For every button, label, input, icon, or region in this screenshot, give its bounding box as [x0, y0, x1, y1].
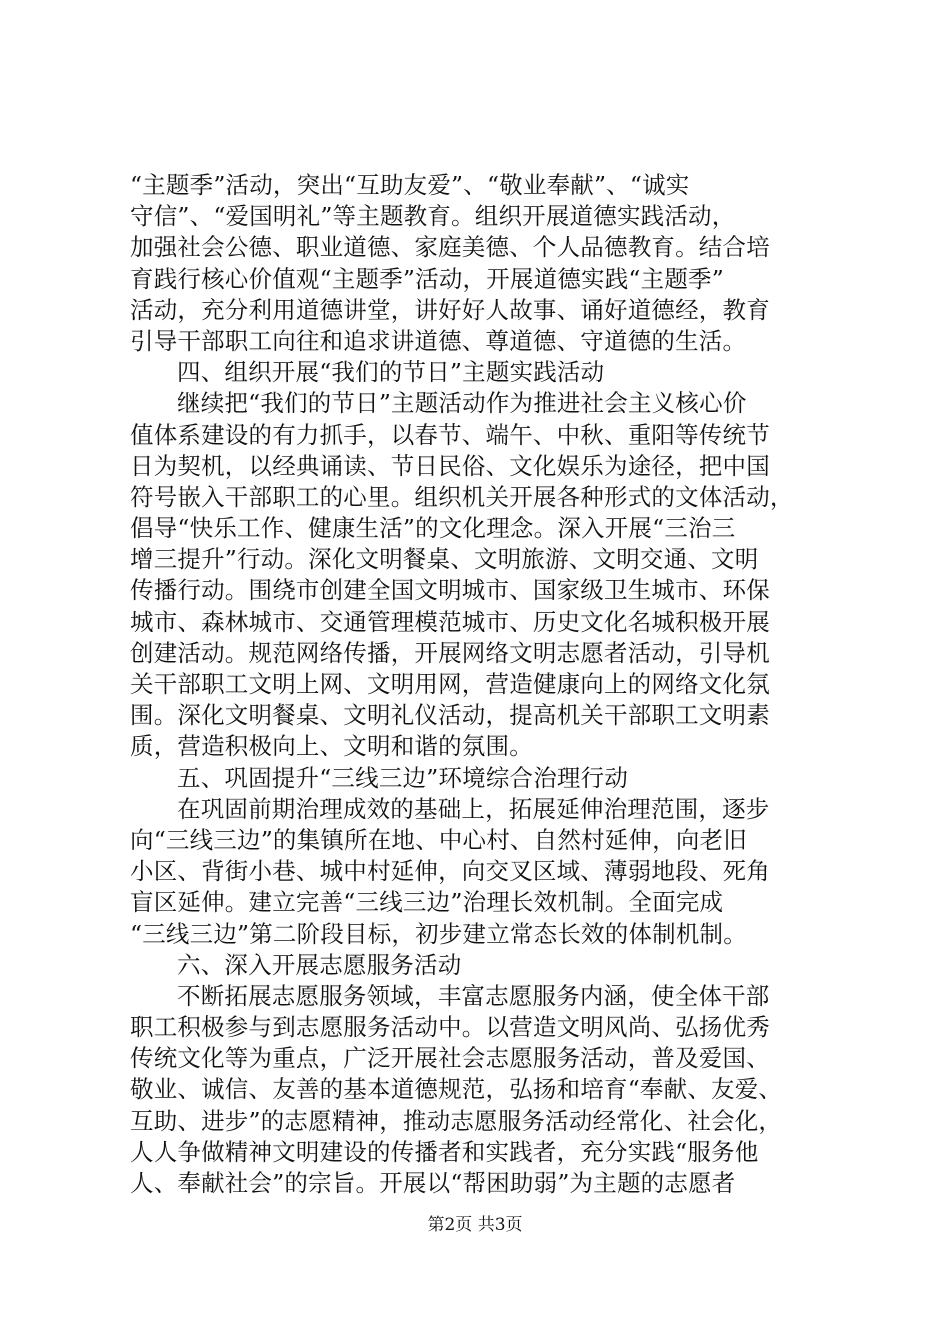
- text-line: 人人争做精神文明建设的传播者和实践者，充分实践“服务他: [130, 1137, 759, 1166]
- text-line: 创建活动。规范网络传播，开展网络文明志愿者活动，引导机: [130, 638, 770, 667]
- text-line: 守信”、“爱国明礼”等主题教育。组织开展道德实践活动，: [130, 202, 736, 231]
- text-line: 向“三线三边”的集镇所在地、中心村、自然村延伸，向老旧: [130, 825, 747, 854]
- text-line: 敬业、诚信、友善的基本道德规范，弘扬和培育“奉献、友爱、: [130, 1075, 783, 1104]
- text-line: 日为契机，以经典诵读、节日民俗、文化娱乐为途径，把中国: [130, 451, 770, 480]
- text-line: “三线三边”第二阶段目标，初步建立常态长效的体制机制。: [130, 919, 747, 948]
- text-line: 职工积极参与到志愿服务活动中。以营造文明风尚、弘扬优秀: [130, 1013, 770, 1042]
- text-line: 盲区延伸。建立完善“三线三边”治理长效机制。全面完成: [130, 888, 724, 917]
- text-line: 关干部职工文明上网、文明用网，营造健康向上的网络文化氛: [130, 670, 770, 698]
- text-line: 活动，充分利用道德讲堂，讲好好人故事、诵好道德经，教育: [130, 295, 770, 324]
- text-line: 互助、进步”的志愿精神，推动志愿服务活动经常化、社会化，: [130, 1106, 783, 1135]
- text-line: 传统文化等为重点，广泛开展社会志愿服务活动，普及爱国、: [130, 1044, 770, 1073]
- text-line: 引导干部职工向往和追求讲道德、尊道德、守道德的生活。: [130, 326, 747, 355]
- text-line: 六、深入开展志愿服务活动: [177, 950, 462, 979]
- text-line: 继续把“我们的节日”主题活动作为推进社会主义核心价: [177, 389, 747, 418]
- text-line: 传播行动。围绕市创建全国文明城市、国家级卫生城市、环保: [130, 576, 770, 605]
- text-line: 育践行核心价值观“主题季”活动，开展道德实践“主题季”: [130, 264, 724, 293]
- text-line: 倡导“快乐工作、健康生活”的文化理念。深入开展“三治三: [130, 514, 736, 543]
- text-line: 城市、森林城市、交通管理模范城市、历史文化名城积极开展: [130, 607, 770, 636]
- text-line: 小区、背街小巷、城中村延伸，向交叉区域、薄弱地段、死角: [130, 857, 770, 886]
- text-line: 符号嵌入干部职工的心里。组织机关开展各种形式的文体活动，: [130, 482, 794, 511]
- text-line: 围。深化文明餐桌、文明礼仪活动，提高机关干部职工文明素: [130, 701, 770, 730]
- text-line: 在巩固前期治理成效的基础上，拓展延伸治理范围，逐步: [177, 794, 770, 823]
- text-line: 四、组织开展“我们的节日”主题实践活动: [177, 358, 605, 387]
- text-line: 加强社会公德、职业道德、家庭美德、个人品德教育。结合培: [130, 233, 770, 262]
- text-line: 人、奉献社会”的宗旨。开展以“帮困助弱”为主题的志愿者: [130, 1169, 736, 1197]
- text-line: 五、巩固提升“三线三边”环境综合治理行动: [177, 763, 629, 792]
- text-line: “主题季”活动，突出“互助友爱”、“敬业奉献”、“诚实: [130, 171, 690, 199]
- text-line: 值体系建设的有力抓手，以春节、端午、中秋、重阳等传统节: [130, 420, 770, 449]
- page-footer: 第2页 共3页: [427, 1215, 523, 1235]
- text-line: 不断拓展志愿服务领域，丰富志愿服务内涵，使全体干部: [177, 981, 770, 1010]
- document-body: [130, 170, 830, 1199]
- text-line: 增三提升”行动。深化文明餐桌、文明旅游、文明交通、文明: [130, 545, 759, 574]
- text-line: 质，营造积极向上、文明和谐的氛围。: [130, 732, 533, 761]
